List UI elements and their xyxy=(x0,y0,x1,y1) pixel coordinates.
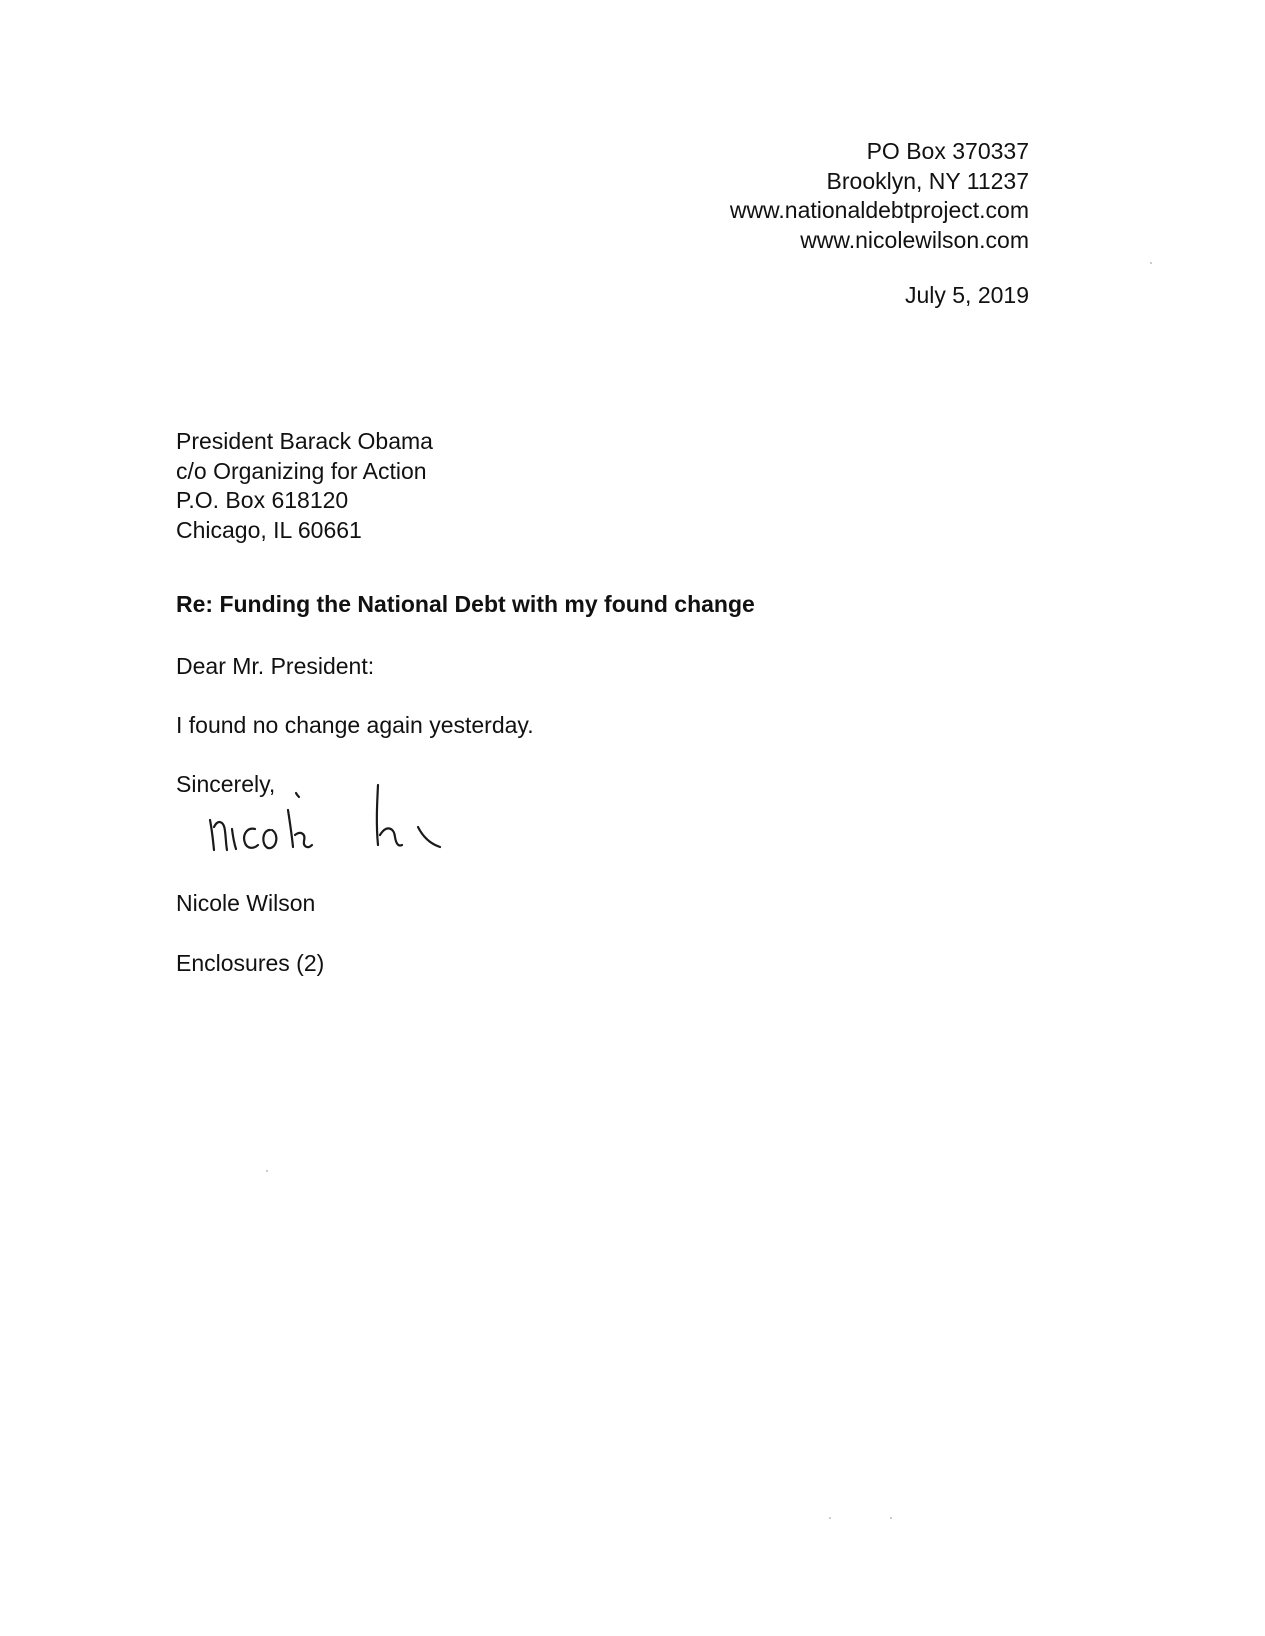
scan-speck xyxy=(829,1517,831,1519)
recipient-name: President Barack Obama xyxy=(176,428,433,454)
recipient-care-of: c/o Organizing for Action xyxy=(176,457,427,484)
scan-speck xyxy=(890,1517,892,1519)
sender-address-block xyxy=(730,137,1029,255)
scan-speck xyxy=(1150,262,1152,264)
subject-line: Re: Funding the National Debt with my found change xyxy=(176,591,755,617)
sender-city-state-zip: Brooklyn, NY 11237 xyxy=(826,167,1029,194)
recipient-po-box: P.O. Box 618120 xyxy=(176,487,349,513)
sender-website-personal: www.nicolewilson.com xyxy=(800,226,1029,253)
enclosures-note: Enclosures (2) xyxy=(176,950,325,976)
closing: Sincerely, xyxy=(176,771,276,797)
sender-website-project: www.nationaldebtproject.com xyxy=(729,197,1029,223)
letter-date: July 5, 2019 xyxy=(904,282,1029,308)
recipient-address-block xyxy=(176,427,433,545)
recipient-city-state-zip: Chicago, IL 60661 xyxy=(176,516,362,543)
sender-po-box: PO Box 370337 xyxy=(866,138,1029,164)
letter-body: I found no change again yesterday. xyxy=(176,712,534,738)
signer-name: Nicole Wilson xyxy=(176,890,316,916)
handwritten-signature xyxy=(200,775,480,865)
salutation: Dear Mr. President: xyxy=(176,653,375,679)
scan-speck xyxy=(266,1170,268,1172)
